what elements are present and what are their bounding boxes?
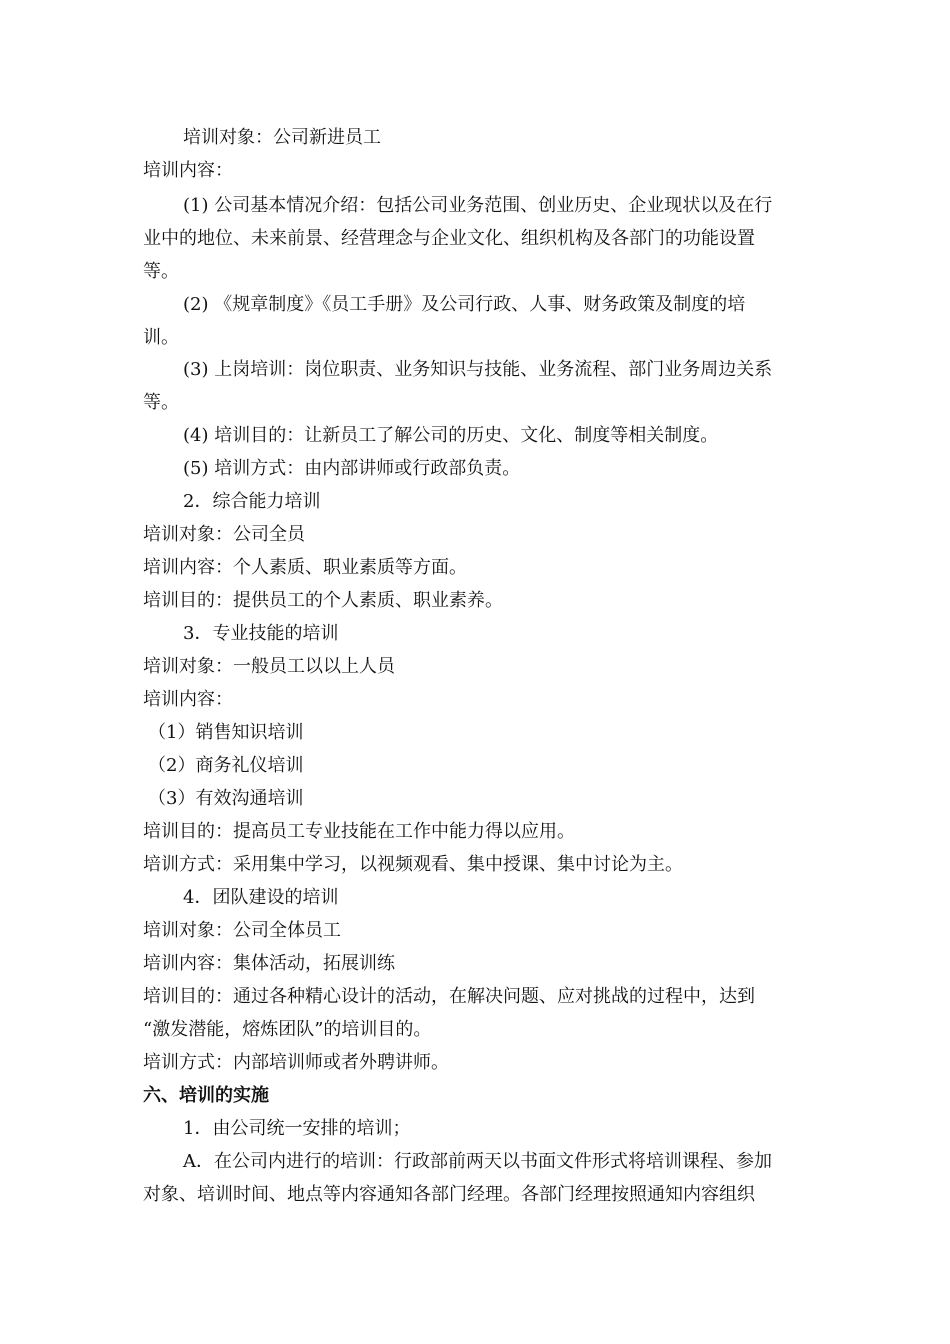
chapter-heading: 六、培训的实施	[143, 1085, 269, 1106]
text-line: 培训方式：采用集中学习，以视频观看、集中授课、集中讨论为主。	[143, 854, 683, 875]
text-line: A．在公司内进行的培训：行政部前两天以书面文件形式将培训课程、参加	[183, 1151, 772, 1172]
text-line: 训。	[143, 327, 179, 348]
text-line: (2) 《规章制度》《员工手册》及公司行政、人事、财务政策及制度的培	[183, 294, 746, 315]
text-line: 培训目的：提供员工的个人素质、职业素养。	[143, 590, 503, 611]
text-line: (5) 培训方式：由内部讲师或行政部负责。	[183, 458, 521, 479]
text-line: 培训目的：通过各种精心设计的活动，在解决问题、应对挑战的过程中，达到	[143, 986, 755, 1007]
text-line: 培训对象：一般员工以以上人员	[143, 656, 395, 677]
text-line: 等。	[143, 261, 179, 282]
text-line: 培训方式：内部培训师或者外聘讲师。	[143, 1052, 449, 1073]
text-line: 培训对象：公司全体员工	[143, 920, 341, 941]
text-line: 培训内容：	[143, 160, 233, 181]
list-item: （1）销售知识培训	[148, 722, 304, 743]
text-line: (3) 上岗培训：岗位职责、业务知识与技能、业务流程、部门业务周边关系	[183, 359, 773, 380]
section-heading: 3．专业技能的培训	[183, 623, 339, 644]
text-line: (4) 培训目的：让新员工了解公司的历史、文化、制度等相关制度。	[183, 425, 719, 446]
text-line: (1) 公司基本情况介绍：包括公司业务范围、创业历史、企业现状以及在行	[183, 195, 773, 216]
section-heading: 2．综合能力培训	[183, 491, 321, 512]
list-item: （3）有效沟通培训	[148, 788, 304, 809]
text-line: 培训对象：公司全员	[143, 524, 305, 545]
list-item: （2）商务礼仪培训	[148, 755, 304, 776]
section-heading: 1．由公司统一安排的培训；	[183, 1118, 411, 1139]
text-line: 培训内容：	[143, 689, 233, 710]
text-line: “激发潜能，熔炼团队”的培训目的。	[143, 1019, 432, 1040]
section-heading: 4．团队建设的培训	[183, 887, 339, 908]
text-line: 培训内容：个人素质、职业素质等方面。	[143, 557, 467, 578]
text-line: 培训对象：公司新进员工	[183, 127, 381, 148]
text-line: 业中的地位、未来前景、经营理念与企业文化、组织机构及各部门的功能设置	[143, 228, 755, 249]
text-line: 等。	[143, 392, 179, 413]
text-line: 培训目的：提高员工专业技能在工作中能力得以应用。	[143, 821, 575, 842]
text-line: 对象、培训时间、地点等内容通知各部门经理。各部门经理按照通知内容组织	[143, 1184, 755, 1205]
text-line: 培训内容：集体活动，拓展训练	[143, 953, 395, 974]
